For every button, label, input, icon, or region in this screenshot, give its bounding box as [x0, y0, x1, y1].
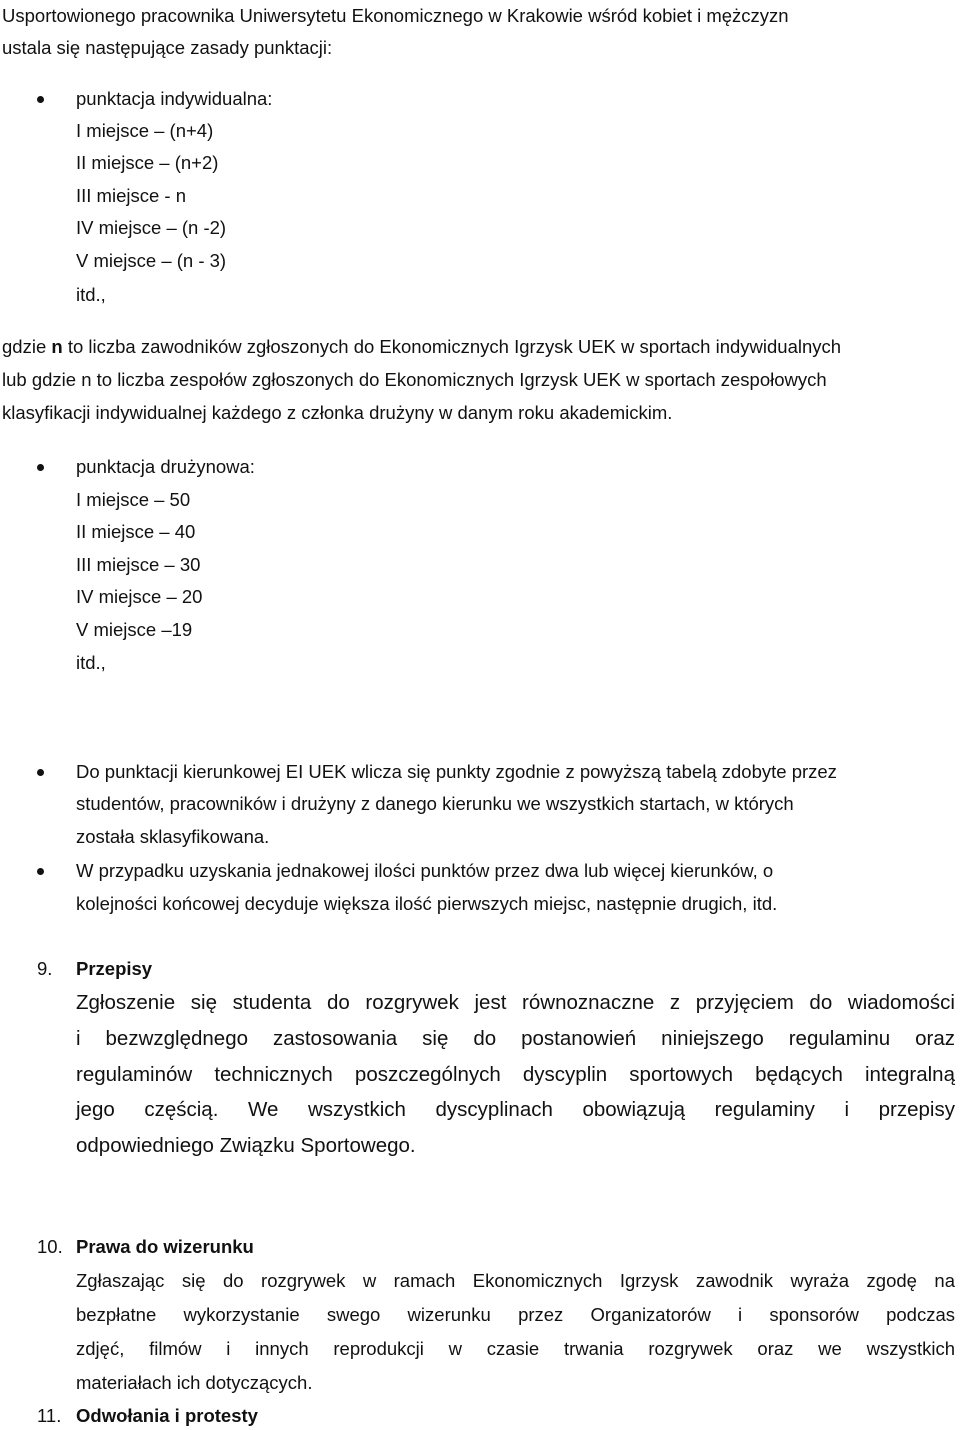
explanation-line-1 — [2, 335, 841, 359]
section-number: 10. — [37, 1236, 63, 1257]
explanation-prefix: gdzie — [2, 336, 52, 357]
rule-text-line: została sklasyfikowana. — [76, 826, 270, 847]
rule-text-line: studentów, pracowników i drużyny z danego kierunku we wszystkich startach, w których — [76, 793, 794, 814]
section-9-line: regulaminów technicznych poszczególnych dyscyplin sportowych będących integralną — [76, 1063, 955, 1086]
individual-line: II miejsce – (n+2) — [76, 152, 219, 173]
section-title: Odwołania i protesty — [76, 1405, 258, 1426]
section-9-line: i bezwzględnego zastosowania się do postanowień niniejszego regulaminu oraz — [76, 1027, 955, 1050]
bullet-icon — [37, 464, 44, 471]
explanation-line-2: lub gdzie n to liczba zespołów zgłoszonych do Ekonomicznych Igrzysk UEK w sportach zespołowych — [2, 369, 827, 390]
team-line: IV miejsce – 20 — [76, 586, 203, 607]
individual-heading: punktacja indywidualna: — [76, 88, 273, 109]
explanation-n: n — [51, 336, 63, 357]
rule-text-line: kolejności końcowej decyduje większa ilość pierwszych miejsc, następnie drugich, itd. — [76, 893, 778, 914]
rule-text-line: Do punktacji kierunkowej EI UEK wlicza się punkty zgodnie z powyższą tabelą zdobyte przez — [76, 761, 837, 782]
explanation-line-3: klasyfikacji indywidualnej każdego z członka drużyny w danym roku akademickim. — [2, 402, 673, 423]
section-9-line: odpowiedniego Związku Sportowego. — [76, 1134, 416, 1157]
team-line: itd., — [76, 652, 106, 673]
individual-line: III miejsce - n — [76, 185, 186, 206]
section-9-line: Zgłoszenie się studenta do rozgrywek jest równoznaczne z przyjęciem do wiadomości — [76, 991, 955, 1014]
intro-line-2: ustala się następujące zasady punktacji: — [2, 37, 333, 58]
individual-line: itd., — [76, 284, 106, 305]
team-heading: punktacja drużynowa: — [76, 456, 255, 477]
section-9-line: jego częścią. We wszystkich dyscyplinach obowiązują regulaminy i przepisy — [76, 1098, 955, 1121]
individual-line: V miejsce – (n - 3) — [76, 250, 227, 271]
team-line: III miejsce – 30 — [76, 554, 201, 575]
section-number: 9. — [37, 958, 53, 979]
section-10-line: zdjęć, filmów i innych reprodukcji w czasie trwania rozgrywek oraz we wszystkich — [76, 1338, 955, 1359]
section-10-line: bezpłatne wykorzystanie swego wizerunku przez Organizatorów i sponsorów podczas — [76, 1304, 955, 1325]
bullet-icon — [37, 868, 44, 875]
team-line: I miejsce – 50 — [76, 489, 191, 510]
section-number: 11. — [37, 1405, 62, 1426]
section-10-line: Zgłaszając się do rozgrywek w ramach Ekonomicznych Igrzysk zawodnik wyraża zgodę na — [76, 1270, 955, 1291]
explanation-rest: to liczba zawodników zgłoszonych do Ekonomicznych Igrzysk UEK w sportach indywidualnych — [62, 336, 842, 357]
section-title: Prawa do wizerunku — [76, 1236, 254, 1257]
bullet-icon — [37, 96, 44, 103]
rule-text-line: W przypadku uzyskania jednakowej ilości punktów przez dwa lub więcej kierunków, o — [76, 860, 774, 881]
individual-line: IV miejsce – (n -2) — [76, 217, 227, 238]
individual-line: I miejsce – (n+4) — [76, 120, 214, 141]
team-line: V miejsce –19 — [76, 619, 193, 640]
section-title: Przepisy — [76, 958, 153, 979]
section-10-line: materiałach ich dotyczących. — [76, 1372, 313, 1393]
bullet-icon — [37, 769, 44, 776]
team-line: II miejsce – 40 — [76, 521, 196, 542]
intro-line-1: Usportowionego pracownika Uniwersytetu Ekonomicznego w Krakowie wśród kobiet i mężczyzn — [2, 5, 789, 26]
